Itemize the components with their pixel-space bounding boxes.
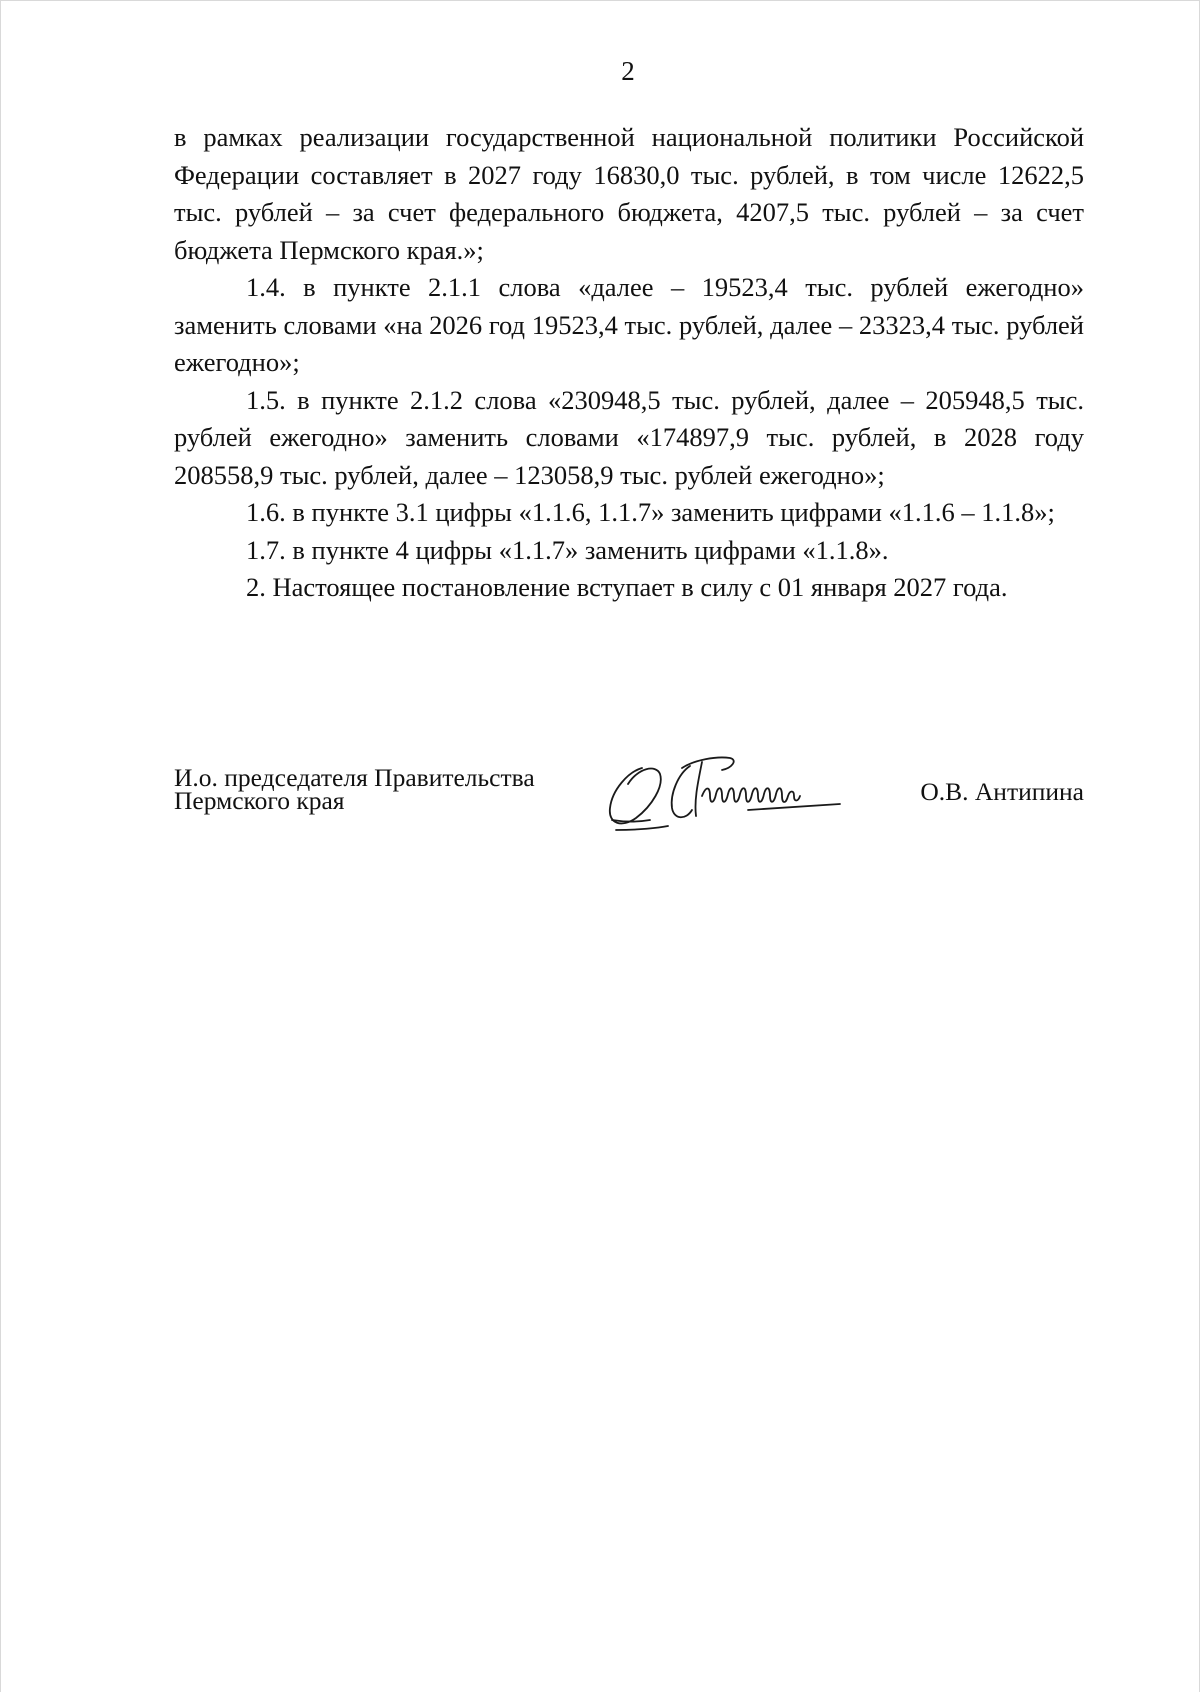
paragraph-continuation: в рамках реализации государственной национальной политики Российской Федерации составляет в 2027 году 16830,0 тыс. рублей, в том числе 12622,5 тыс. рублей – за счет федерального бюджета, 4207,5 тыс. рублей – за счет бюджета Пермского края.»; (174, 122, 1084, 265)
signer-title-line-2: Пермского края (174, 786, 345, 815)
paragraph-item-2: 2. Настоящее постановление вступает в силу с 01 января 2027 года. (246, 572, 1008, 602)
signature-block (174, 762, 1084, 852)
paragraph-item-1-7: 1.7. в пункте 4 цифры «1.1.7» заменить цифрами «1.1.8». (246, 534, 889, 565)
paragraph-item-1-5: 1.5. в пункте 2.1.2 слова «230948,5 тыс. рублей, далее – 205948,5 тыс. рублей ежегодно» заменить словами «174897,9 тыс. рублей, в 2028 году 208558,9 тыс. рублей, далее – 123058,9 тыс. рублей ежегодно»; (174, 384, 1084, 490)
scan-edge-left (0, 0, 1, 1692)
document-body (174, 119, 1084, 607)
page-number: 2 (621, 56, 635, 86)
signer-title-line-1: И.о. председателя Правительства (174, 763, 535, 792)
scan-edge-top (0, 0, 1200, 1)
signer-name: О.В. Антипина (920, 777, 1084, 806)
handwritten-signature-icon (598, 738, 848, 838)
paragraph-item-1-4: 1.4. в пункте 2.1.1 слова «далее – 19523,4 тыс. рублей ежегодно» заменить словами «на 2026 год 19523,4 тыс. рублей, далее – 23323,4 тыс. рублей ежегодно»; (174, 272, 1084, 377)
paragraph-item-1-6: 1.6. в пункте 3.1 цифры «1.1.6, 1.1.7» заменить цифрами «1.1.6 – 1.1.8»; (246, 497, 1055, 527)
signer-title (174, 763, 535, 815)
